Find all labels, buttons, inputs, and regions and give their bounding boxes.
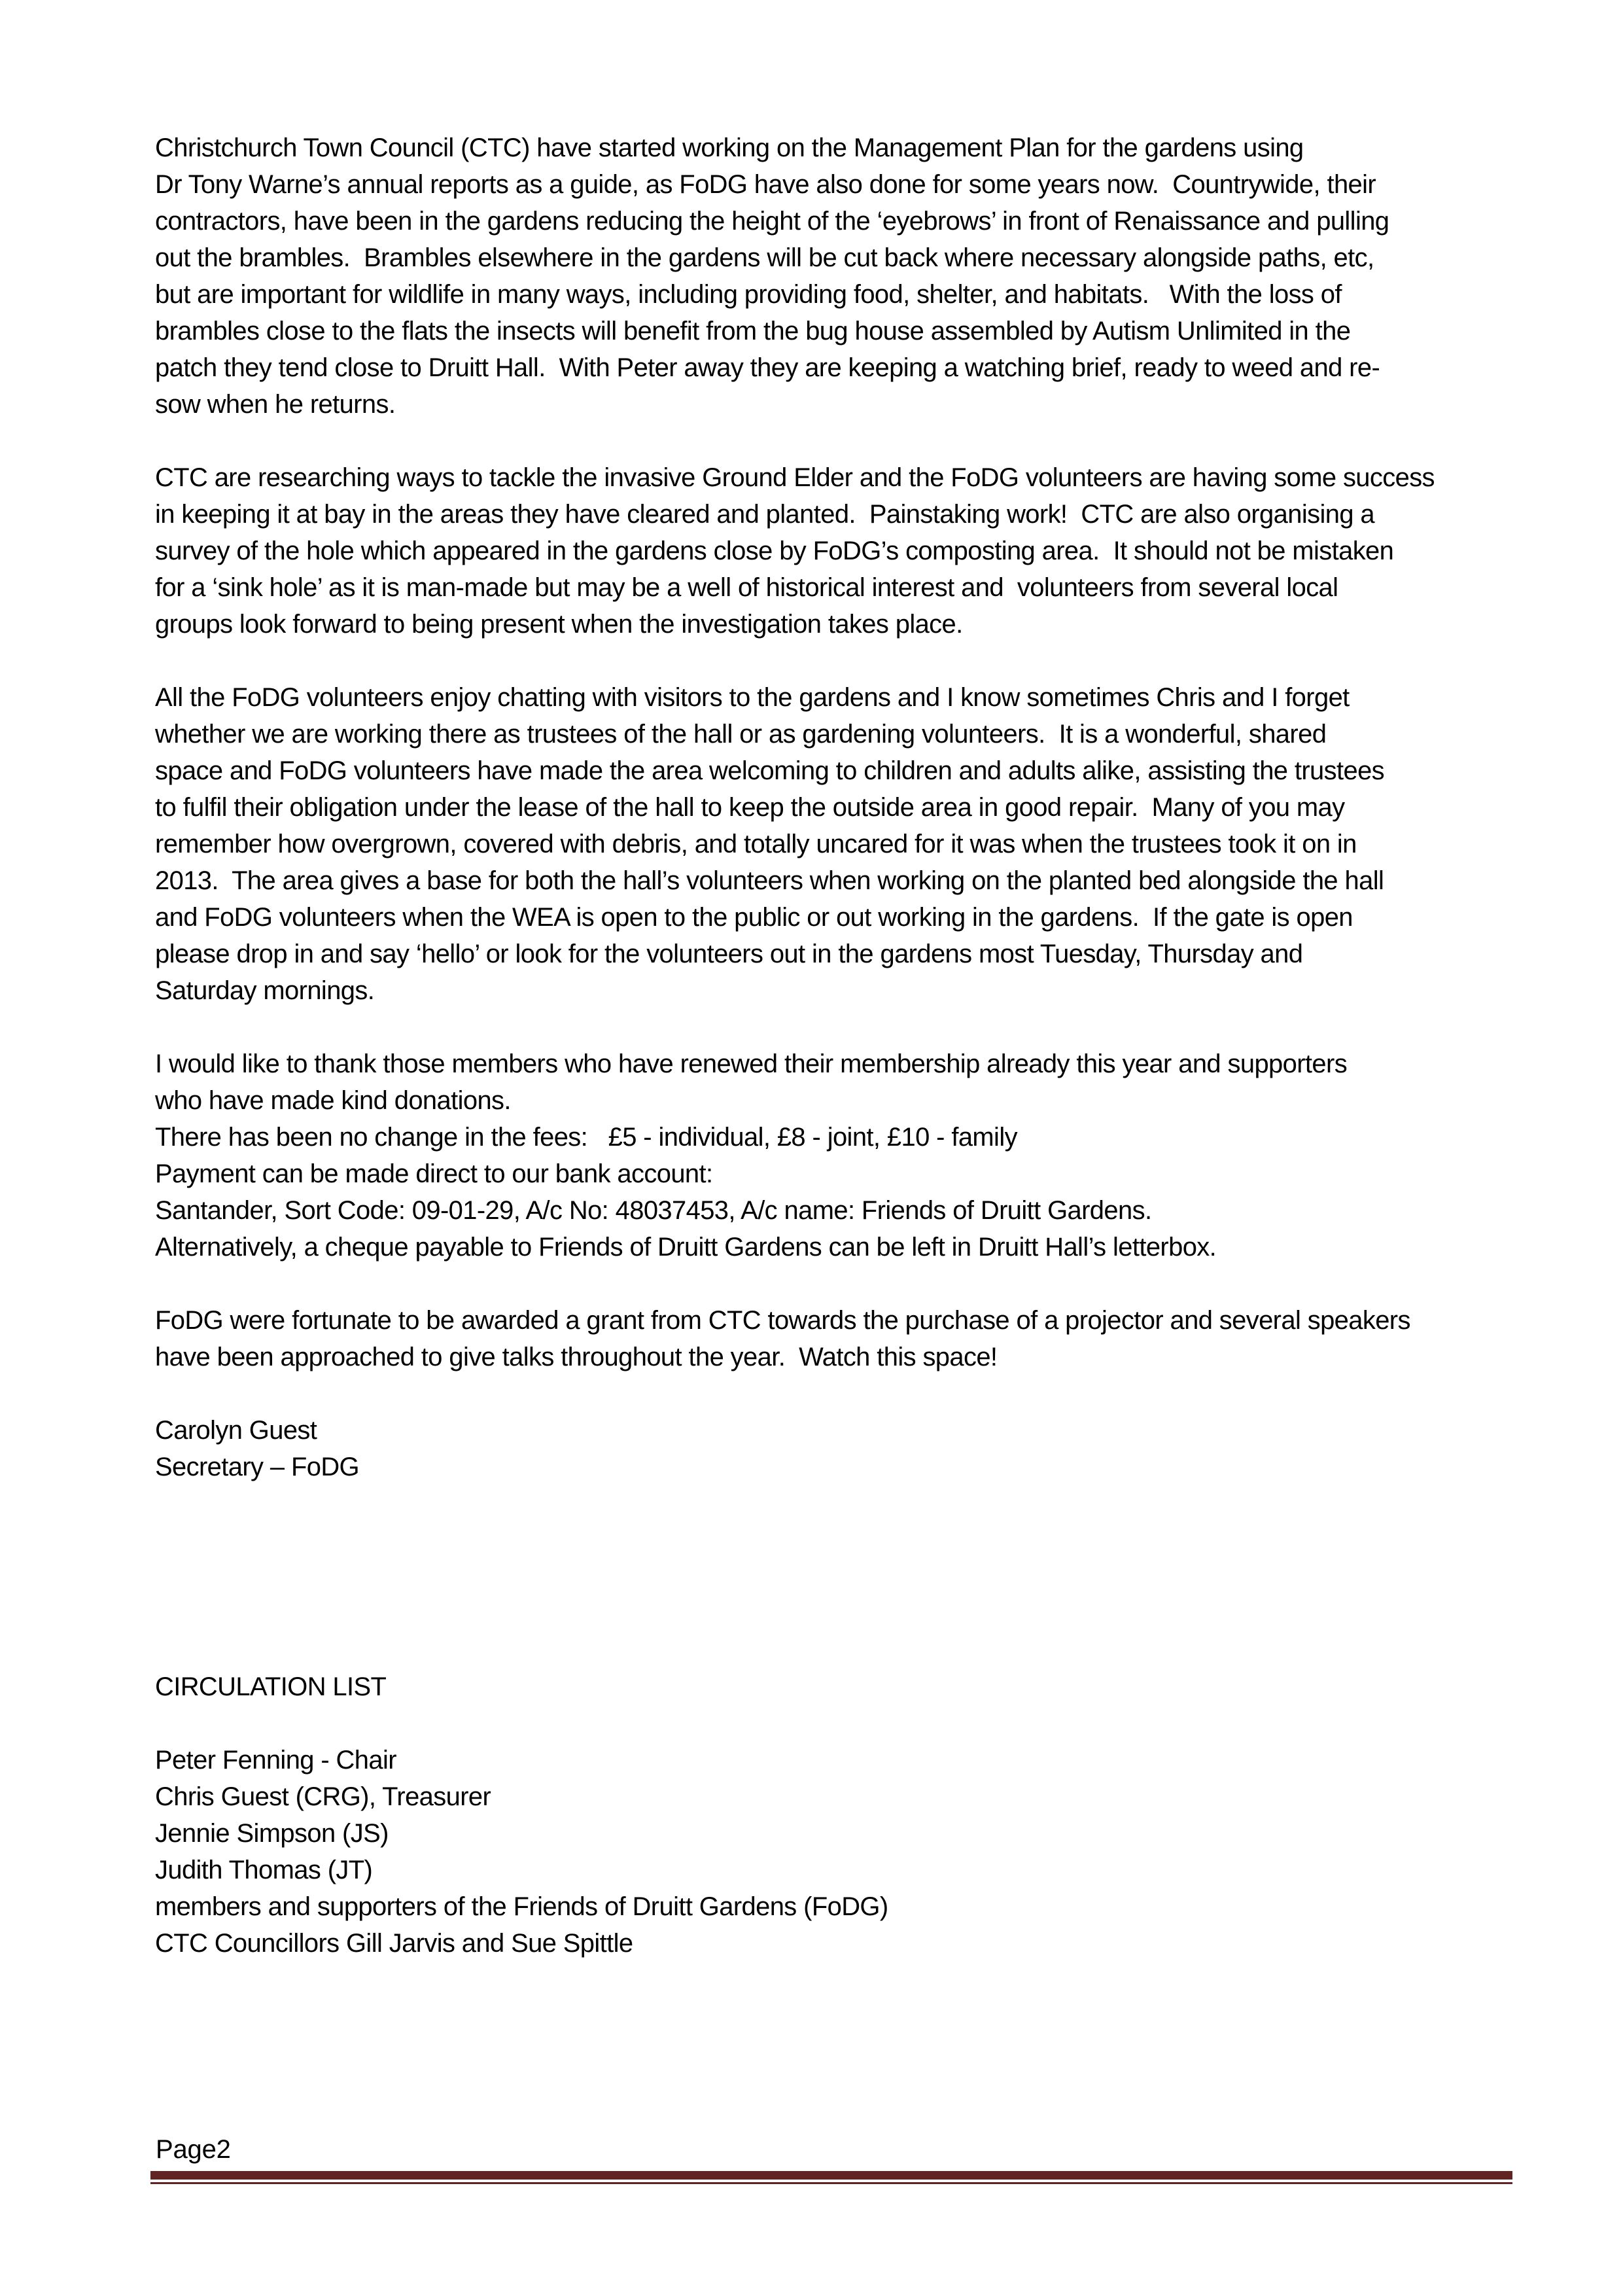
text-line: remember how overgrown, covered with debris, and totally uncared for it was when the trustees took it on in [155, 830, 1357, 858]
circulation-item: Chris Guest (CRG), Treasurer [155, 1782, 491, 1811]
text-line: I would like to thank those members who have renewed their membership already this year and supporters [155, 1050, 1348, 1078]
page-number-label: Page2 [156, 2135, 231, 2164]
signature-block [155, 1412, 1516, 1485]
bank-details: Santander, Sort Code: 09-01-29, A/c No: 48037453, A/c name: Friends of Druitt Gardens. [155, 1196, 1152, 1225]
circulation-list [155, 1669, 1516, 1962]
circulation-item: Jennie Simpson (JS) [155, 1819, 389, 1848]
circulation-item: CTC Councillors Gill Jarvis and Sue Spittle [155, 1929, 633, 1958]
text-line: and FoDG volunteers when the WEA is open to the public or out working in the gardens. If the gate is open [155, 903, 1353, 932]
text-line: but are important for wildlife in many ways, including providing food, shelter, and habitats. With the loss of [155, 280, 1342, 309]
text-line: sow when he returns. [155, 390, 396, 419]
circulation-item: Judith Thomas (JT) [155, 1856, 373, 1884]
text-line: out the brambles. Brambles elsewhere in the gardens will be cut back where necessary alongside paths, etc, [155, 243, 1374, 272]
text-line: CTC are researching ways to tackle the invasive Ground Elder and the FoDG volunteers are having some success [155, 463, 1435, 492]
document-body [155, 130, 1516, 1962]
paragraph-management-plan [155, 130, 1516, 423]
text-line: 2013. The area gives a base for both the hall’s volunteers when working on the planted bed alongside the hall [155, 866, 1384, 895]
text-line: Dr Tony Warne’s annual reports as a guide, as FoDG have also done for some years now. Countrywide, their [155, 170, 1376, 199]
circulation-heading: CIRCULATION LIST [155, 1672, 387, 1701]
text-line: Christchurch Town Council (CTC) have started working on the Management Plan for the gardens using [155, 133, 1304, 162]
text-line: All the FoDG volunteers enjoy chatting with visitors to the gardens and I know sometimes Chris and I forget [155, 683, 1350, 712]
text-line: whether we are working there as trustees of the hall or as gardening volunteers. It is a wonderful, shared [155, 720, 1327, 749]
text-line: who have made kind donations. [155, 1086, 511, 1115]
text-line: groups look forward to being present when the investigation takes place. [155, 610, 963, 639]
paragraph-membership [155, 1046, 1516, 1265]
signatory-role: Secretary – FoDG [155, 1453, 359, 1481]
signatory-name: Carolyn Guest [155, 1416, 317, 1445]
membership-fees: There has been no change in the fees: £5 - individual, £8 - joint, £10 - family [155, 1123, 1017, 1152]
text-line: contractors, have been in the gardens reducing the height of the ‘eyebrows’ in front of Renaissance and pulling [155, 207, 1389, 236]
footer-rule-thick [150, 2171, 1512, 2180]
circulation-item: Peter Fenning - Chair [155, 1746, 396, 1775]
text-line: FoDG were fortunate to be awarded a grant from CTC towards the purchase of a projector and several speakers [155, 1306, 1410, 1335]
footer-rule-thin [150, 2182, 1512, 2184]
text-line: Saturday mornings. [155, 976, 375, 1005]
paragraph-volunteers [155, 679, 1516, 1009]
paragraph-ground-elder [155, 459, 1516, 643]
spacer [155, 1705, 1516, 1742]
text-line: have been approached to give talks throughout the year. Watch this space! [155, 1343, 998, 1371]
text-line: to fulfil their obligation under the lease of the hall to keep the outside area in good repair. Many of you may [155, 793, 1345, 822]
text-line: space and FoDG volunteers have made the area welcoming to children and adults alike, assisting the trustees [155, 756, 1385, 785]
circulation-item: members and supporters of the Friends of Druitt Gardens (FoDG) [155, 1892, 888, 1921]
text-line: brambles close to the flats the insects will benefit from the bug house assembled by Autism Unlimited in the [155, 317, 1351, 345]
spacer [155, 1485, 1516, 1669]
text-line: survey of the hole which appeared in the gardens close by FoDG’s composting area. It should not be mistaken [155, 537, 1394, 565]
text-line: for a ‘sink hole’ as it is man-made but may be a well of historical interest and volunteers from several local [155, 573, 1338, 602]
page-footer [150, 2134, 1512, 2184]
text-line: in keeping it at bay in the areas they have cleared and planted. Painstaking work! CTC are also organising a [155, 500, 1374, 529]
text-line: Payment can be made direct to our bank account: [155, 1159, 713, 1188]
paragraph-projector-grant [155, 1302, 1516, 1375]
text-line: patch they tend close to Druitt Hall. With Peter away they are keeping a watching brief, ready to weed and re- [155, 353, 1380, 382]
text-line: please drop in and say ‘hello’ or look for the volunteers out in the gardens most Tuesday, Thursday and [155, 940, 1303, 968]
text-line: Alternatively, a cheque payable to Friends of Druitt Gardens can be left in Druitt Hall’s letterbox. [155, 1233, 1217, 1262]
